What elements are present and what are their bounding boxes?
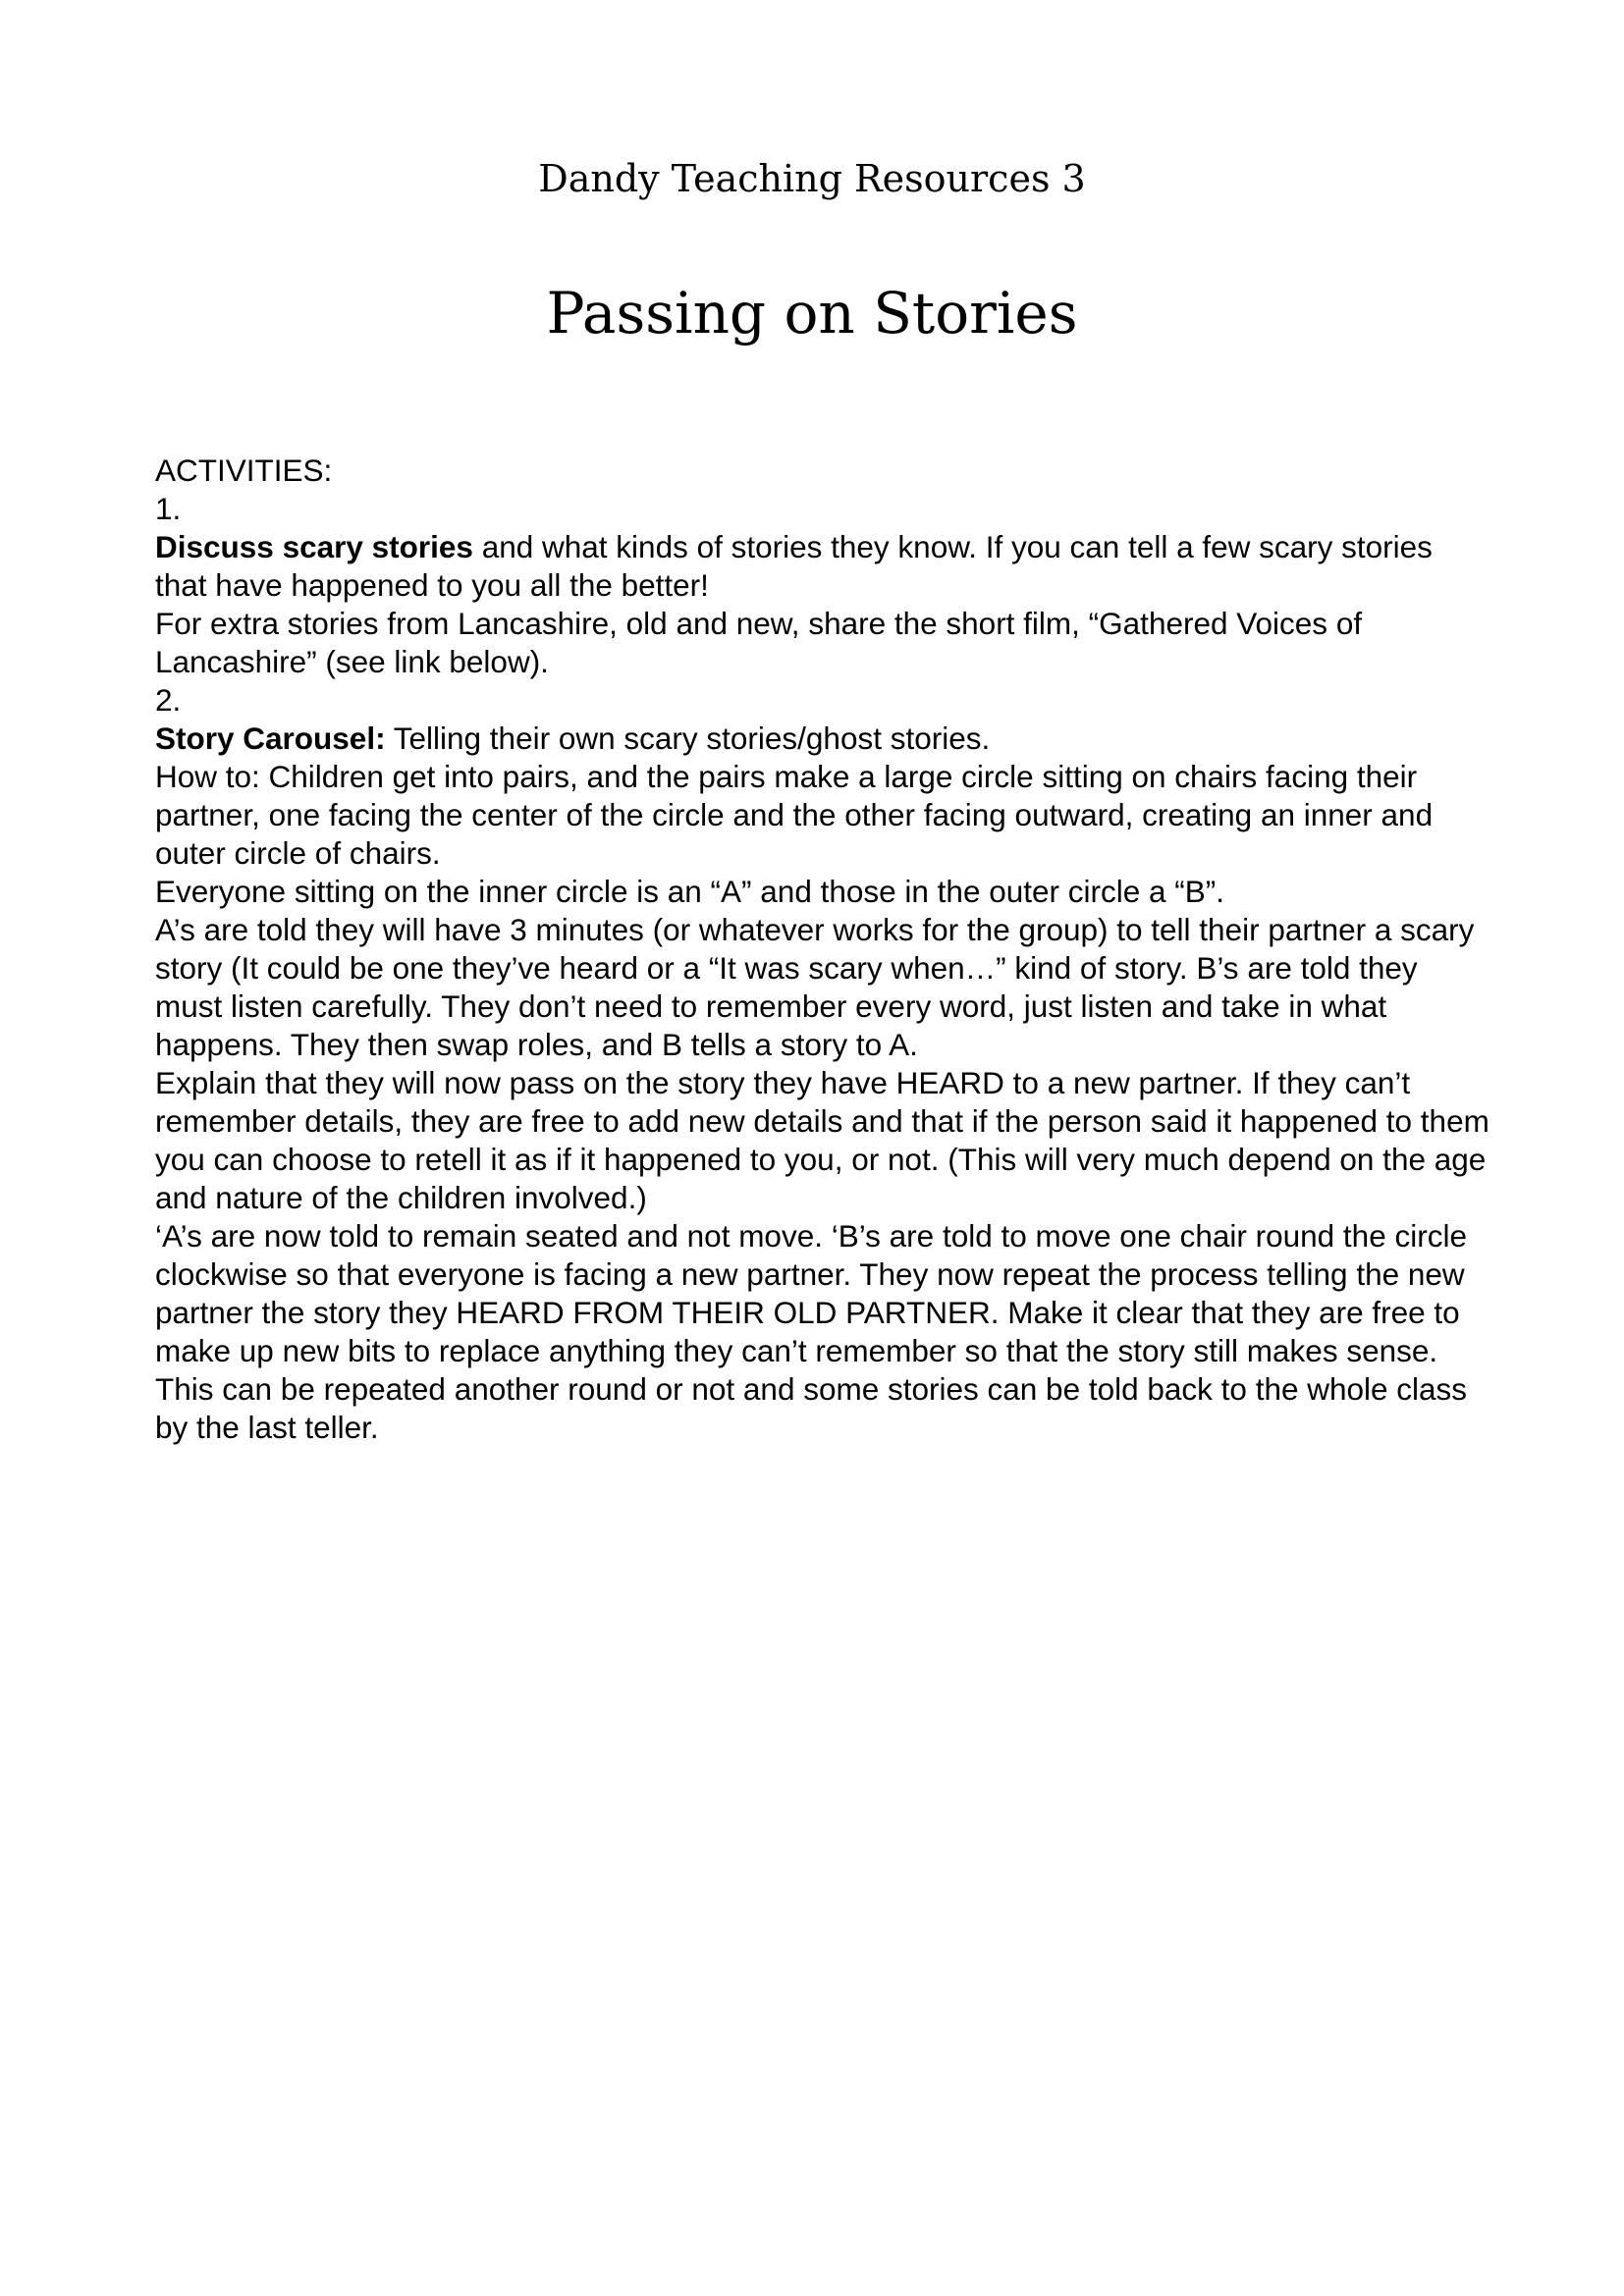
activity-2-lead — [155, 720, 1490, 758]
activity-2-lead-text: Telling their own scary stories/ghost stories. — [385, 721, 991, 756]
activity-1-lead — [155, 528, 1490, 605]
paragraph: How to: Children get into pairs, and the pairs make a large circle sitting on chairs facing their partner, one facing the center of the circle and the other facing outward, creating an inner and outer circle of chairs. — [155, 759, 1434, 871]
document-body — [155, 452, 1490, 1447]
activity-1-lead-text: and what kinds of stories they know. If you can tell a few scary stories that have happened to you all the better! — [155, 529, 1433, 603]
paragraph: Everyone sitting on the inner circle is an “A” and those in the outer circle a “B”. — [155, 874, 1225, 909]
activity-number: 1. — [155, 491, 182, 526]
page-title: Passing on Stories — [546, 280, 1078, 347]
activities-heading: ACTIVITIES: — [155, 453, 333, 488]
activity-1-extra: For extra stories from Lancashire, old and new, share the short film, “Gathered Voices of Lancashire” (see link below). — [155, 606, 1363, 679]
paragraph: A’s are told they will have 3 minutes (or whatever works for the group) to tell their partner a scary story (It could be one they’ve heard or a “It was scary when…” kind of story. B’s are told they must listen carefully. They don’t need to remember every word, just listen and take in what happens. They then swap roles, and B tells a story to A. — [155, 912, 1475, 1062]
document-series-title: Dandy Teaching Resources 3 — [538, 157, 1086, 200]
paragraph: ‘A’s are now told to remain seated and not move. ‘B’s are told to move one chair round the circle clockwise so that everyone is facing a new partner. They now repeat the process telling the new partner the story they HEARD FROM THEIR OLD PARTNER. Make it clear that they are free to make up new bits to replace anything they can’t remember so that the story still makes sense. — [155, 1218, 1467, 1368]
paragraph: Explain that they will now pass on the story they have HEARD to a new partner. If they can’t remember details, they are free to add new details and that if the person said it happened to them you can choose to retell it as if it happened to you, or not. (This will very much depend on the age and nature of the children involved.) — [155, 1065, 1489, 1215]
paragraph: This can be repeated another round or not and some stories can be told back to the whole class by the last teller. — [155, 1371, 1468, 1445]
activity-2-lead-bold: Story Carousel: — [155, 721, 386, 756]
activity-number: 2. — [155, 682, 182, 718]
activity-1-lead-bold: Discuss scary stories — [155, 529, 473, 564]
